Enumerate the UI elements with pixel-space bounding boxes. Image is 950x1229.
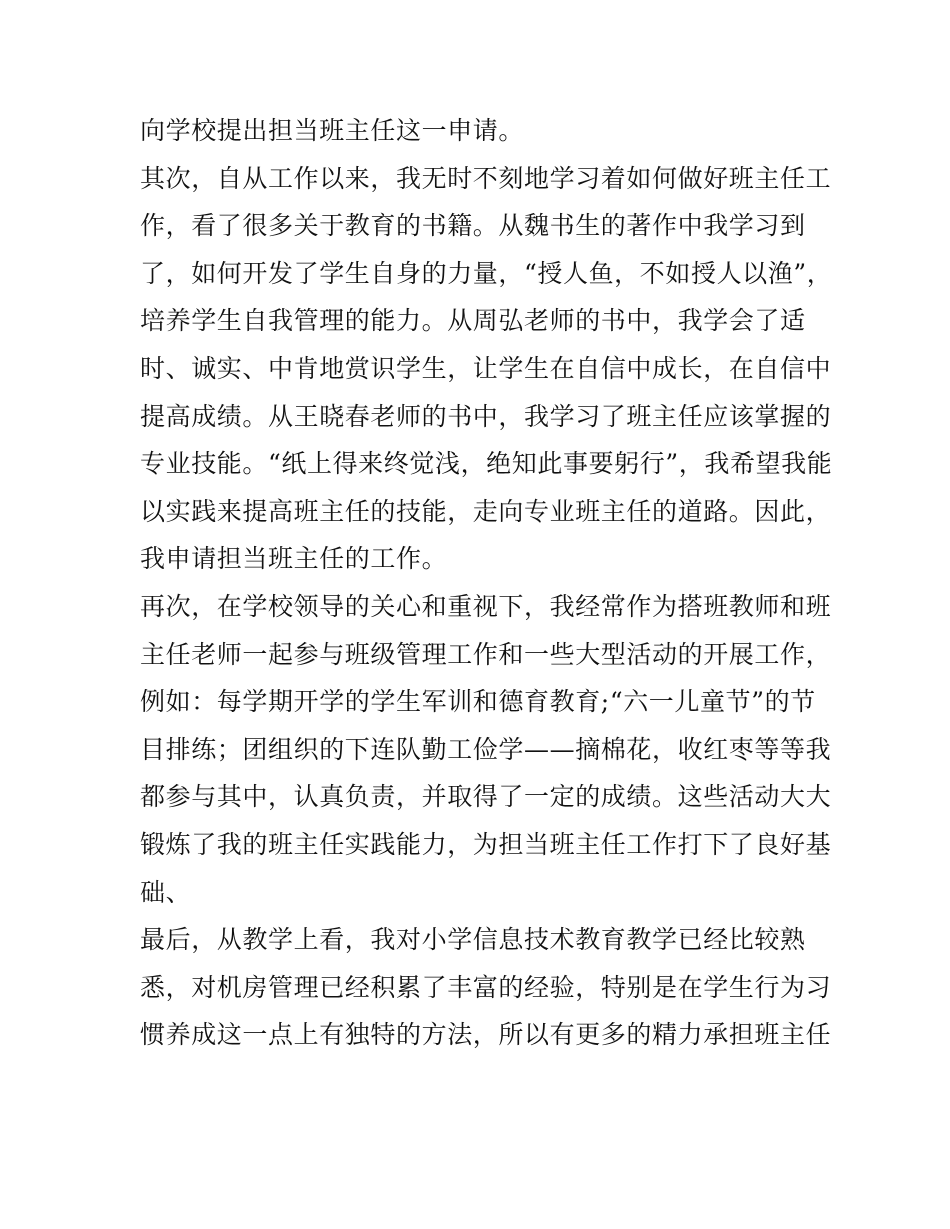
text-line: 以实践来提高班主任的技能，走向专业班主任的道路。因此， bbox=[140, 496, 832, 526]
text-line: 础、 bbox=[140, 877, 192, 907]
text-line: 悉，对机房管理已经积累了丰富的经验，特别是在学生行为习 bbox=[140, 972, 832, 1002]
text-line: 培养学生自我管理的能力。从周弘老师的书中，我学会了适 bbox=[140, 306, 806, 336]
text-line: 目排练；团组织的下连队勤工俭学——摘棉花，收红枣等等我 bbox=[140, 734, 832, 764]
text-line: 我申请担当班主任的工作。 bbox=[140, 544, 448, 574]
text-line: 再次，在学校领导的关心和重视下，我经常作为搭班教师和班 bbox=[140, 591, 832, 621]
text-line: 惯养成这一点上有独特的方法，所以有更多的精力承担班主任 bbox=[140, 1020, 832, 1050]
text-line: 主任老师一起参与班级管理工作和一些大型活动的开展工作， bbox=[140, 639, 832, 669]
document-body bbox=[140, 107, 833, 1059]
text-line: 其次，自从工作以来，我无时不刻地学习着如何做好班主任工 bbox=[140, 163, 832, 193]
text-line: 了，如何开发了学生自身的力量，“授人鱼，不如授人以渔”， bbox=[140, 258, 833, 288]
text-line: 专业技能。“纸上得来终觉浅，绝知此事要躬行”，我希望我能 bbox=[140, 449, 833, 479]
text-line: 最后，从教学上看，我对小学信息技术教育教学已经比较熟 bbox=[140, 925, 806, 955]
text-line: 锻炼了我的班主任实践能力，为担当班主任工作打下了良好基 bbox=[140, 829, 832, 859]
text-line: 向学校提出担当班主任这一申请。 bbox=[140, 116, 525, 145]
text-line: 例如：每学期开学的学生军训和德育教育;“六一儿童节”的节 bbox=[140, 687, 816, 717]
text-line: 提高成绩。从王晓春老师的书中，我学习了班主任应该掌握的 bbox=[140, 401, 832, 431]
text-line: 都参与其中，认真负责，并取得了一定的成绩。这些活动大大 bbox=[140, 782, 832, 812]
text-line: 时、诚实、中肯地赏识学生，让学生在自信中成长，在自信中 bbox=[140, 353, 832, 383]
text-line: 作，看了很多关于教育的书籍。从魏书生的著作中我学习到 bbox=[140, 211, 806, 241]
